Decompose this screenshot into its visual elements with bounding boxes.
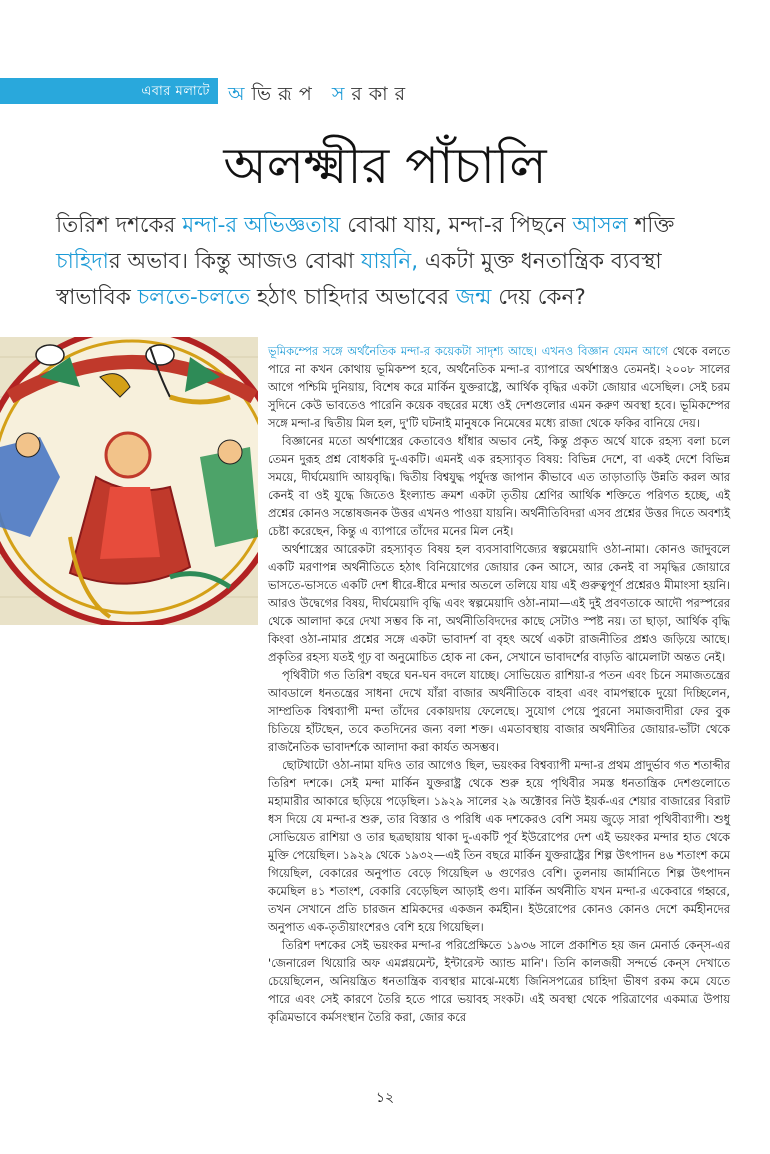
standfirst-highlight: চাহিদা — [56, 249, 109, 274]
standfirst-text: একটা মুক্ত ধনতান্ত্রিক ব্যবস্থা স্বাভাবিক — [56, 249, 662, 310]
standfirst-text: শক্তি — [627, 213, 675, 238]
standfirst-highlight: যায়নি, — [360, 249, 419, 274]
standfirst-text: তিরিশ দশকের — [56, 213, 183, 238]
standfirst-highlight: চলতে-চলতে — [137, 285, 251, 310]
paragraph: অর্থশাস্ত্রের আরেকটা রহস্যাবৃত বিষয় হল ব্যবসাবাণিজ্যের স্বল্পমেয়াদি ওঠা-নামা। কোনও জাদুবলে একটি মরণাপন্ন অর্থনীতিতে হঠাৎ বিনিয়োগের জোয়ার কেন আসে, আর কেনই বা সমৃদ্ধির জোয়ারে ভাসতে-ভাসতে একটি দেশ ধীরে-ধীরে মন্দার অতলে তলিয়ে যায় এই গুরুত্বপূর্ণ প্রশ্নেরও মীমাংসা হয়নি। আরও উদ্বেগের বিষয়, দীর্ঘমেয়াদি বৃদ্ধি এবং স্বল্পমেয়াদি ওঠা-নামা—এই দুই প্রবণতাকে আদৌ পরস্পরের থেকে আলাদা করে দেখা সম্ভব কি না, অর্থনীতিবিদদের কাছে সেটাও স্পষ্ট নয়। তা ছাড়া, আর্থিক বৃদ্ধি কিংবা ওঠা-নামার প্রশ্নের সঙ্গে একটা ভাবাদর্শ বা বৃহৎ অর্থে একটা রাজনীতির প্রশ্নও জড়িয়ে আছে। প্রকৃতির রহস্য যতই গূঢ় বা অনুমোচিত হোক না কেন, সেখানে ভাবাদর্শের বাড়তি ঝামেলাটা অন্তত নেই। — [268, 542, 730, 664]
article-title: অলক্ষ্মীর পাঁচালি — [223, 137, 547, 195]
section-banner — [0, 78, 218, 104]
standfirst-highlight: আসল — [572, 213, 628, 238]
standfirst-text: বোঝা যায়, মন্দা-র পিছনে — [340, 213, 573, 238]
standfirst-highlight: মন্দা-র অভিজ্ঞতায় — [182, 213, 341, 238]
paragraph: বিজ্ঞানের মতো অর্থশাস্ত্রের কেতাবেও ধাঁধার অভাব নেই, কিন্তু প্রকৃত অর্থে যাকে রহস্য বলা চলে তেমন দুরূহ প্রশ্ন বোধকরি দু-একটি। এমনই এক রহস্যাবৃত বিষয়: বিভিন্ন দেশে, বা একই দেশে বিভিন্ন সময়ে, দীর্ঘমেয়াদি আয়বৃদ্ধি। দ্বিতীয় বিশ্বযুদ্ধ পর্যুদস্ত জাপান কীভাবে এত তাড়াতাড়ি উন্নতি করল আর কেনই বা ওই যুদ্ধে জিতেও ইংল্যান্ড ক্রমশ একটা তৃতীয় শ্রেণির আর্থিক শক্তিতে পরিণত হচ্ছে, এই প্রশ্নের কোনও সন্তোষজনক উত্তর এখনও পাওয়া যায়নি। অর্থনীতিবিদরা এসব প্রশ্নের উত্তর দিতে অবশ্যই চেষ্টা করেছেন, কিন্তু এ ব্যাপারে তাঁদের মনের মিল নেই। — [268, 434, 730, 538]
author-byline — [228, 80, 412, 112]
paragraph: পৃথিবীটা গত তিরিশ বছরে ঘন-ঘন বদলে যাচ্ছে। সোভিয়েত রাশিয়া-র পতন এবং চিনে সমাজতন্ত্রের আবডালে ধনতন্ত্রের সাধনা দেখে যাঁরা বাজার অর্থনীতিকে বাহবা এবং বামপন্থাকে দুয়ো দিচ্ছিলেন, সাম্প্রতিক বিশ্বব্যাপী মন্দা তাঁদের বেকায়দায় ফেলেছে। সুযোগ পেয়ে পুরনো সমাজবাদীরা ফের বুক চিতিয়ে হাঁটছেন, তবে কতদিনের জন্য বলা শক্ত। এমতাবস্থায় বাজার অর্থনীতির জোয়ার-ভাঁটা থেকে রাজনৈতিক ভাবাদর্শকে আলাদা করা কার্যত অসম্ভব। — [268, 668, 730, 754]
paragraph: তিরিশ দশকের সেই ভয়ংকর মন্দা-র পরিপ্রেক্ষিতে ১৯৩৬ সালে প্রকাশিত হয় জন মেনার্ড কেন্‌স-এর 'জেনারেল থিয়োরি অফ এমপ্লয়মেন্ট, ইন্টারেস্ট অ্যান্ড মানি'। তিনি কালজয়ী সন্দর্ভে কেন্‌স দেখাতে চেয়েছিলেন, অনিয়ন্ত্রিত ধনতান্ত্রিক ব্যবস্থার মাঝে-মধ্যে জিনিসপত্রের চাহিদা ভীষণ রকম কমে যেতে পারে এবং সেই কারণে তৈরি হতে পারে ভয়াবহ সংকট। এই অবস্থা থেকে পরিত্রাণের একমাত্র উপায় কৃত্রিমভাবে কর্মসংস্থান তৈরি করা, জোর করে — [268, 938, 730, 1024]
author-last-rest: রকার — [351, 83, 413, 105]
paragraph: ছোটখাটো ওঠা-নামা যদিও তার আগেও ছিল, ভয়ংকর বিশ্বব্যাপী মন্দা-র প্রথম প্রাদুর্ভাব গত শতাব্দীর তিরিশ দশকে। সেই মন্দা মার্কিন যুক্তরাষ্ট্র থেকে শুরু হয়ে পৃথিবীর সমস্ত ধনতান্ত্রিক দেশগুলোতে মহামারীর আকারে ছড়িয়ে পড়েছিল। ১৯২৯ সালের ২৯ অক্টোবর নিউ ইয়র্ক-এর শেয়ার বাজারের বিরাট ধস দিয়ে যে মন্দা-র শুরু, তার বিস্তার ও পরিধি এক দশকেরও বেশি সময় জুড়ে সারা পৃথিবীব্যাপী। শুধু সোভিয়েত রাশিয়া ও তার ছত্রছায়ায় থাকা দু-একটি পূর্ব ইউরোপের দেশ এই ভয়ংকর মন্দার হাত থেকে মুক্তি পেয়েছিল। ১৯২৯ থেকে ১৯৩২—এই তিন বছরে মার্কিন যুক্তরাষ্ট্রের শিল্প উৎপাদন ৪৬ শতাংশ কমে গিয়েছিল, বেকারের অনুপাত বেড়ে গিয়েছিল ৬ গুণেরও বেশি। তুলনায় জার্মানিতে শিল্প উৎপাদন কমেছিল ৪১ শতাংশ, বেকারি বেড়েছিল আড়াই গুণ। মার্কিন অর্থনীতি যখন মন্দা-র একেবারে গহ্বরে, তখন সেখানে প্রতি চারজন শ্রমিকদের একজন কর্মহীন। ইউরোপের কোনও কোনও দেশে কর্মহীনদের অনুপাত এক-তৃতীয়াংশেরও বেশি হয়ে গিয়েছিল। — [268, 758, 730, 934]
standfirst — [56, 208, 726, 316]
standfirst-highlight: জন্ম — [455, 285, 492, 310]
paragraph-lead: ভূমিকম্পের সঙ্গে অর্থনৈতিক মন্দা-র কয়েকটা সাদৃশ্য আছে। এখনও বিজ্ঞান যেমন আগে — [268, 344, 668, 358]
author-first-rest: ভিরূপ — [251, 83, 319, 105]
article-body — [268, 342, 730, 1026]
author-first-initial: অ — [228, 83, 252, 105]
lakshmi-painting-image — [0, 337, 258, 625]
page-number: ১২ — [375, 1090, 395, 1106]
paragraph-text: থেকে বলতে পারে না কখন কোথায় ভূমিকম্প হবে, অর্থনৈতিক মন্দা-র ব্যাপারে অর্থশাস্ত্রও তেমনই। ২০০৮ সালের আগে পশ্চিমি দুনিয়ায়, বিশেষ করে মার্কিন যুক্তরাষ্ট্রে, আর্থিক বৃদ্ধির একটা জোয়ার এসেছিল। সেই চরম সুদিনে কেউ ভাবতেও পারেনি কয়েক বছরের মধ্যে ওই দেশগুলোর এমন করুণ অবস্থা হবে। ভূমিকম্পের সঙ্গে মন্দা-র দ্বিতীয় মিল হল, দু'টি ঘটনাই মানুষকে নিমেষের মধ্যে রাজা থেকে ফকির বানিয়ে দেয়। — [268, 344, 730, 430]
standfirst-text: হঠাৎ চাহিদার অভাবের — [250, 285, 456, 310]
section-label: এবার মলাটে — [141, 84, 210, 99]
author-last-initial: স — [331, 83, 352, 105]
standfirst-text: র অভাব। কিন্তু আজও বোঝা — [108, 249, 361, 274]
standfirst-text: দেয় কেন? — [491, 285, 586, 310]
paragraph — [268, 342, 730, 432]
